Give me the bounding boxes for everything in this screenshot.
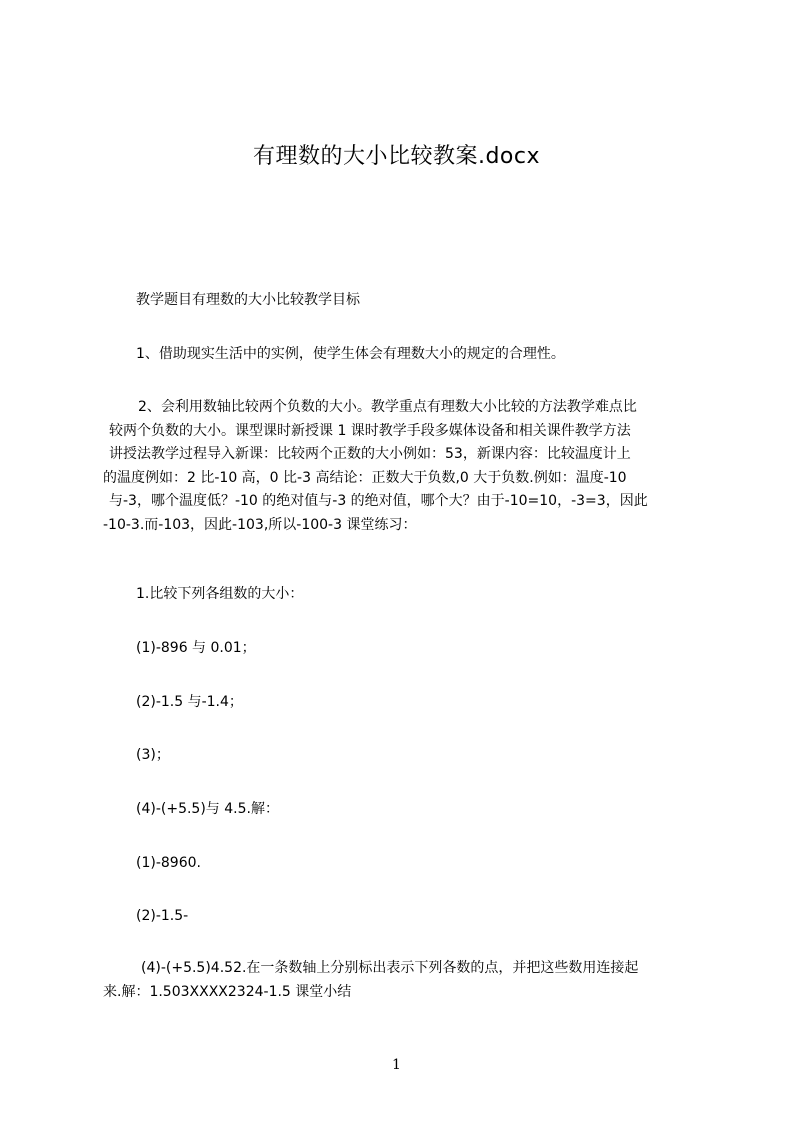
solution-item-2: (2)-1.5- <box>136 908 189 924</box>
paragraph-objective-1: 1、借助现实生活中的实例，使学生体会有理数大小的规定的合理性。 <box>136 346 565 362</box>
exercise-item-2: (2)-1.5 与-1.4； <box>136 694 243 710</box>
paragraph-line: 较两个负数的大小。课型课时新授课 1 课时教学手段多媒体设备和相关课件教学方法 <box>109 422 631 439</box>
paragraph-line: 来.解：1.503XXXX2324-1.5 课堂小结 <box>103 983 352 1000</box>
paragraph-line: 与-3，哪个温度低？-10 的绝对值与-3 的绝对值，哪个大？由于-10=10，-3=3，因此 <box>109 493 648 509</box>
exercise-item-4: (4)-(+5.5)与 4.5.解： <box>136 801 279 817</box>
paragraph-line: 的温度例如：2 比-10 高，0 比-3 高结论：正数大于负数,0 大于负数.例如：温度-10 <box>103 469 627 486</box>
paragraph-line: (4)-(+5.5)4.52.在一条数轴上分别标出表示下列各数的点，并把这些数用连接起 <box>141 960 639 976</box>
document-title: 有理数的大小比较教案.docx <box>252 144 541 169</box>
paragraph-line: 讲授法教学过程导入新课：比较两个正数的大小例如：53，新课内容：比较温度计上 <box>109 446 631 462</box>
page-number: 1 <box>392 1057 401 1073</box>
paragraph-lesson-title: 教学题目有理数的大小比较教学目标 <box>136 292 360 308</box>
paragraph-line: 2、会利用数轴比较两个负数的大小。教学重点有理数大小比较的方法教学难点比 <box>138 399 637 415</box>
exercise-item-1: (1)-896 与 0.01； <box>136 640 256 656</box>
paragraph-objective-2 <box>103 396 703 537</box>
solution-item-1: (1)-8960. <box>136 855 201 871</box>
paragraph-line: -10-3.而-103，因此-103,所以-100-3 课堂练习： <box>103 516 417 533</box>
exercise-heading: 1.比较下列各组数的大小： <box>136 586 304 602</box>
exercise-item-3: (3)； <box>136 747 170 763</box>
solution-item-4 <box>103 957 723 1004</box>
